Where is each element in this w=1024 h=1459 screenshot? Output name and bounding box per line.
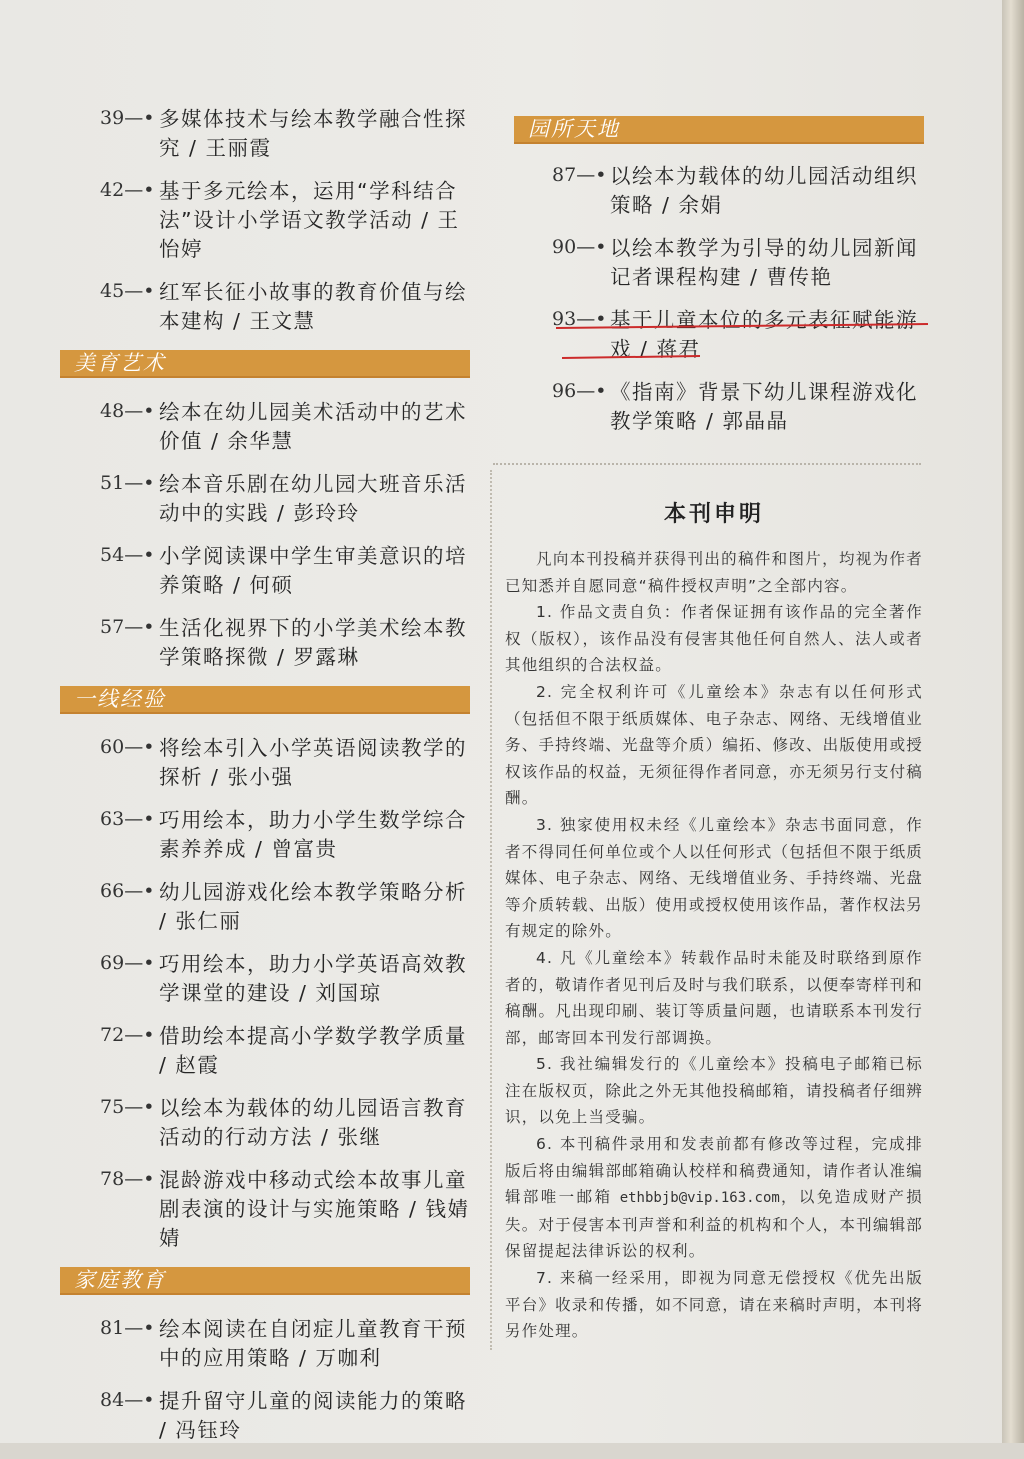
toc-title: 混龄游戏中移动式绘本故事儿童剧表演的设计与实施策略 / 钱婧婧: [159, 1168, 470, 1250]
toc-right-column: [510, 112, 930, 450]
toc-title: 绘本阅读在自闭症儿童教育干预中的应用策略 / 万咖利: [159, 1317, 467, 1370]
toc-title: 巧用绘本，助力小学英语高效教学课堂的建设 / 刘国琼: [159, 952, 467, 1005]
toc-entry-90: 90—• 以绘本教学为引导的幼儿园新闻记者课程构建 / 曹传艳: [510, 234, 930, 292]
notice-clause-7: 7. 来稿一经采用，即视为同意无偿授权《优先出版平台》收录和传播，如不同意，请在来稿时声明，本刊将另作处理。: [505, 1269, 923, 1341]
toc-title: 多媒体技术与绘本教学融合性探究 / 王丽霞: [159, 107, 467, 160]
toc-entry-78: 78—• 混龄游戏中移动式绘本故事儿童剧表演的设计与实施策略 / 钱婧婧: [56, 1166, 476, 1253]
section-header-frontline: 一线经验: [60, 686, 470, 714]
toc-title: 基于多元绘本，运用“学科结合法”设计小学语文教学活动 / 王怡婷: [159, 179, 460, 261]
section-divider: [493, 463, 921, 465]
journal-notice: [505, 497, 923, 1345]
toc-entry-39: 39—• 多媒体技术与绘本教学融合性探究 / 王丽霞: [56, 105, 476, 163]
toc-entry-57: 57—• 生活化视界下的小学美术绘本教学策略探微 / 罗露琳: [56, 614, 476, 672]
section-header-kindergarten: 园所天地: [514, 116, 924, 144]
toc-entry-45: 45—• 红军长征小故事的教育价值与绘本建构 / 王文慧: [56, 278, 476, 336]
notice-title: 本刊申明: [663, 502, 764, 527]
toc-entry-75: 75—• 以绘本为载体的幼儿园语言教育活动的行动方法 / 张继: [56, 1094, 476, 1152]
notice-clause-3: 3. 独家使用权未经《儿童绘本》杂志书面同意，作者不得同任何单位或个人以任何形式（包括但不限于纸质媒体、电子杂志、网络、无线增值业务、手持终端、光盘等介质转载、出版）使用或授权使用该作品，著作权法另有规定的除外。: [505, 815, 923, 941]
notice-intro: 凡向本刊投稿并获得刊出的稿件和图片，均视为作者已知悉并自愿同意“稿件授权声明”之全部内容。: [505, 550, 923, 595]
toc-title: 《指南》背景下幼儿课程游戏化教学策略 / 郭晶晶: [610, 380, 918, 433]
editorial-email: ethbbjb@vip.163.com: [619, 1190, 780, 1207]
toc-title: 幼儿园游戏化绘本教学策略分析 / 张仁丽: [159, 880, 467, 933]
toc-entry-66: 66—• 幼儿园游戏化绘本教学策略分析 / 张仁丽: [56, 878, 476, 936]
toc-title: 以绘本为载体的幼儿园活动组织策略 / 余娟: [610, 164, 918, 217]
toc-entry-72: 72—• 借助绘本提高小学数学教学质量 / 赵霞: [56, 1022, 476, 1080]
toc-title: 绘本音乐剧在幼儿园大班音乐活动中的实践 / 彭玲玲: [159, 472, 467, 525]
toc-title: 将绘本引入小学英语阅读教学的探析 / 张小强: [159, 736, 467, 789]
toc-entry-87: 87—• 以绘本为载体的幼儿园活动组织策略 / 余娟: [510, 162, 930, 220]
toc-title: 绘本在幼儿园美术活动中的艺术价值 / 余华慧: [159, 400, 467, 453]
toc-title: 生活化视界下的小学美术绘本教学策略探微 / 罗露琳: [159, 616, 467, 669]
page-edge: [1002, 0, 1024, 1443]
toc-entry-48: 48—• 绘本在幼儿园美术活动中的艺术价值 / 余华慧: [56, 398, 476, 456]
notice-clause-4: 4. 凡《儿童绘本》转载作品时未能及时联络到原作者的，敬请作者见刊后及时与我们联系，以便奉寄样刊和稿酬。凡出现印刷、装订等质量问题，也请联系本刊发行部，邮寄回本刊发行部调换。: [505, 948, 923, 1047]
notice-clause-1: 1. 作品文责自负：作者保证拥有该作品的完全著作权（版权），该作品没有侵害其他任何自然人、法人或者其他组织的合法权益。: [505, 603, 923, 675]
toc-entry-54: 54—• 小学阅读课中学生审美意识的培养策略 / 何硕: [56, 542, 476, 600]
toc-title: 以绘本教学为引导的幼儿园新闻记者课程构建 / 曹传艳: [610, 236, 918, 289]
toc-entry-81: 81—• 绘本阅读在自闭症儿童教育干预中的应用策略 / 万咖利: [56, 1315, 476, 1373]
notice-clause-2: 2. 完全权利许可《儿童绘本》杂志有以任何形式（包括但不限于纸质媒体、电子杂志、网络、无线增值业务、手持终端、光盘等介质）编拓、修改、出版使用或授权该作品的权益，无须征得作者同意，亦无须另行支付稿酬。: [505, 682, 923, 808]
toc-title: 以绘本为载体的幼儿园语言教育活动的行动方法 / 张继: [159, 1096, 467, 1149]
toc-entry-42: 42—• 基于多元绘本，运用“学科结合法”设计小学语文教学活动 / 王怡婷: [56, 177, 476, 264]
toc-entry-60: 60—• 将绘本引入小学英语阅读教学的探析 / 张小强: [56, 734, 476, 792]
toc-left-column: [56, 105, 476, 1459]
column-divider: [490, 470, 492, 1350]
toc-entry-63: 63—• 巧用绘本，助力小学生数学综合素养养成 / 曾富贵: [56, 806, 476, 864]
toc-title: 小学阅读课中学生审美意识的培养策略 / 何硕: [159, 544, 467, 597]
toc-title: 提升留守儿童的阅读能力的策略 / 冯钰玲: [159, 1389, 467, 1442]
section-header-family: 家庭教育: [60, 1267, 470, 1295]
section-header-art: 美育艺术: [60, 350, 470, 378]
toc-title: 红军长征小故事的教育价值与绘本建构 / 王文慧: [159, 280, 467, 333]
toc-entry-93: 93—• 基于儿童本位的多元表征赋能游戏 / 蒋君: [510, 306, 930, 364]
toc-entry-69: 69—• 巧用绘本，助力小学英语高效教学课堂的建设 / 刘国琼: [56, 950, 476, 1008]
toc-title: 巧用绘本，助力小学生数学综合素养养成 / 曾富贵: [159, 808, 467, 861]
notice-clause-5: 5. 我社编辑发行的《儿童绘本》投稿电子邮箱已标注在版权页，除此之外无其他投稿邮箱，请投稿者仔细辨识，以免上当受骗。: [505, 1055, 923, 1127]
toc-title: 基于儿童本位的多元表征赋能游戏 / 蒋君: [610, 308, 918, 361]
toc-entry-96: 96—• 《指南》背景下幼儿课程游戏化教学策略 / 郭晶晶: [510, 378, 930, 436]
toc-entry-51: 51—• 绘本音乐剧在幼儿园大班音乐活动中的实践 / 彭玲玲: [56, 470, 476, 528]
toc-title: 借助绘本提高小学数学教学质量 / 赵霞: [159, 1024, 467, 1077]
toc-entry-84: 84—• 提升留守儿童的阅读能力的策略 / 冯钰玲: [56, 1387, 476, 1445]
notice-clause-6: 6. 本刊稿件录用和发表前都有修改等过程，完成排版后将由编辑部邮箱确认校样和稿费通知，请作者认准编辑部唯一邮箱 ethbbjb@vip.163.com，以免造成财产损失。对于侵害本刊声誉和利益的机构和个人，本刊编辑部保留提起法律诉讼的权利。: [505, 1135, 923, 1261]
